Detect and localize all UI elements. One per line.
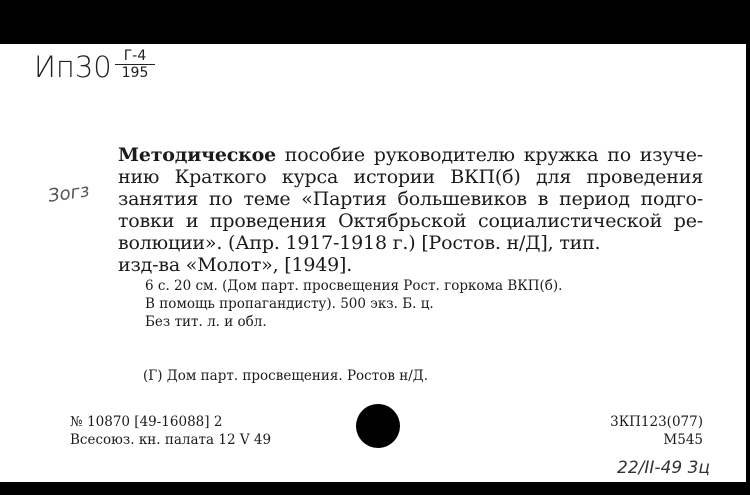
punch-hole <box>356 404 400 448</box>
scan-border-bottom <box>0 482 750 495</box>
shelf-mark-denominator: 195 <box>121 65 149 81</box>
classification-index: 3КП123(077) <box>610 414 703 430</box>
handwritten-date: 22/II-49 3ц <box>617 458 710 478</box>
entry-line-1 <box>118 145 703 166</box>
entry-line-6: изд-ва «Молот», [1949]. <box>118 254 353 276</box>
entry-line-5: волюции». (Апр. 1917-1918 г.) [Ростов. н/Д], тип. <box>118 232 601 254</box>
physical-description: 6 с. 20 см. (Дом парт. просвещения Рост. горкома ВКП(б). <box>145 278 563 294</box>
series-statement: В помощь пропагандисту). 500 экз. Б. ц. <box>145 296 434 312</box>
entry-line-1-text: пособие руководителю кружка по изуче- <box>275 144 703 166</box>
entry-title-bold: Методическое <box>118 144 276 166</box>
subject-heading: (Г) Дом парт. просвещения. Ростов н/Д. <box>143 368 429 384</box>
shelf-mark-numerator: Г-4 <box>115 48 155 65</box>
card-note: Без тит. л. и обл. <box>145 314 267 330</box>
shelf-mark: Ип30 <box>34 50 112 84</box>
handwritten-note: Зогз <box>46 180 91 207</box>
book-chamber: Всесоюз. кн. палата 12 V 49 <box>70 432 272 448</box>
shelf-mark-fraction <box>115 48 155 81</box>
scan-border-right <box>746 44 750 484</box>
record-number: № 10870 [49-16088] 2 <box>70 414 223 430</box>
author-mark: М545 <box>663 432 703 448</box>
entry-line-4: товки и проведения Октябрьской социалистической ре- <box>118 210 703 232</box>
entry-line-3: занятия по теме «Партия большевиков в период подго- <box>118 188 703 210</box>
entry-line-2: нию Краткого курса истории ВКП(б) для проведения <box>118 166 703 188</box>
